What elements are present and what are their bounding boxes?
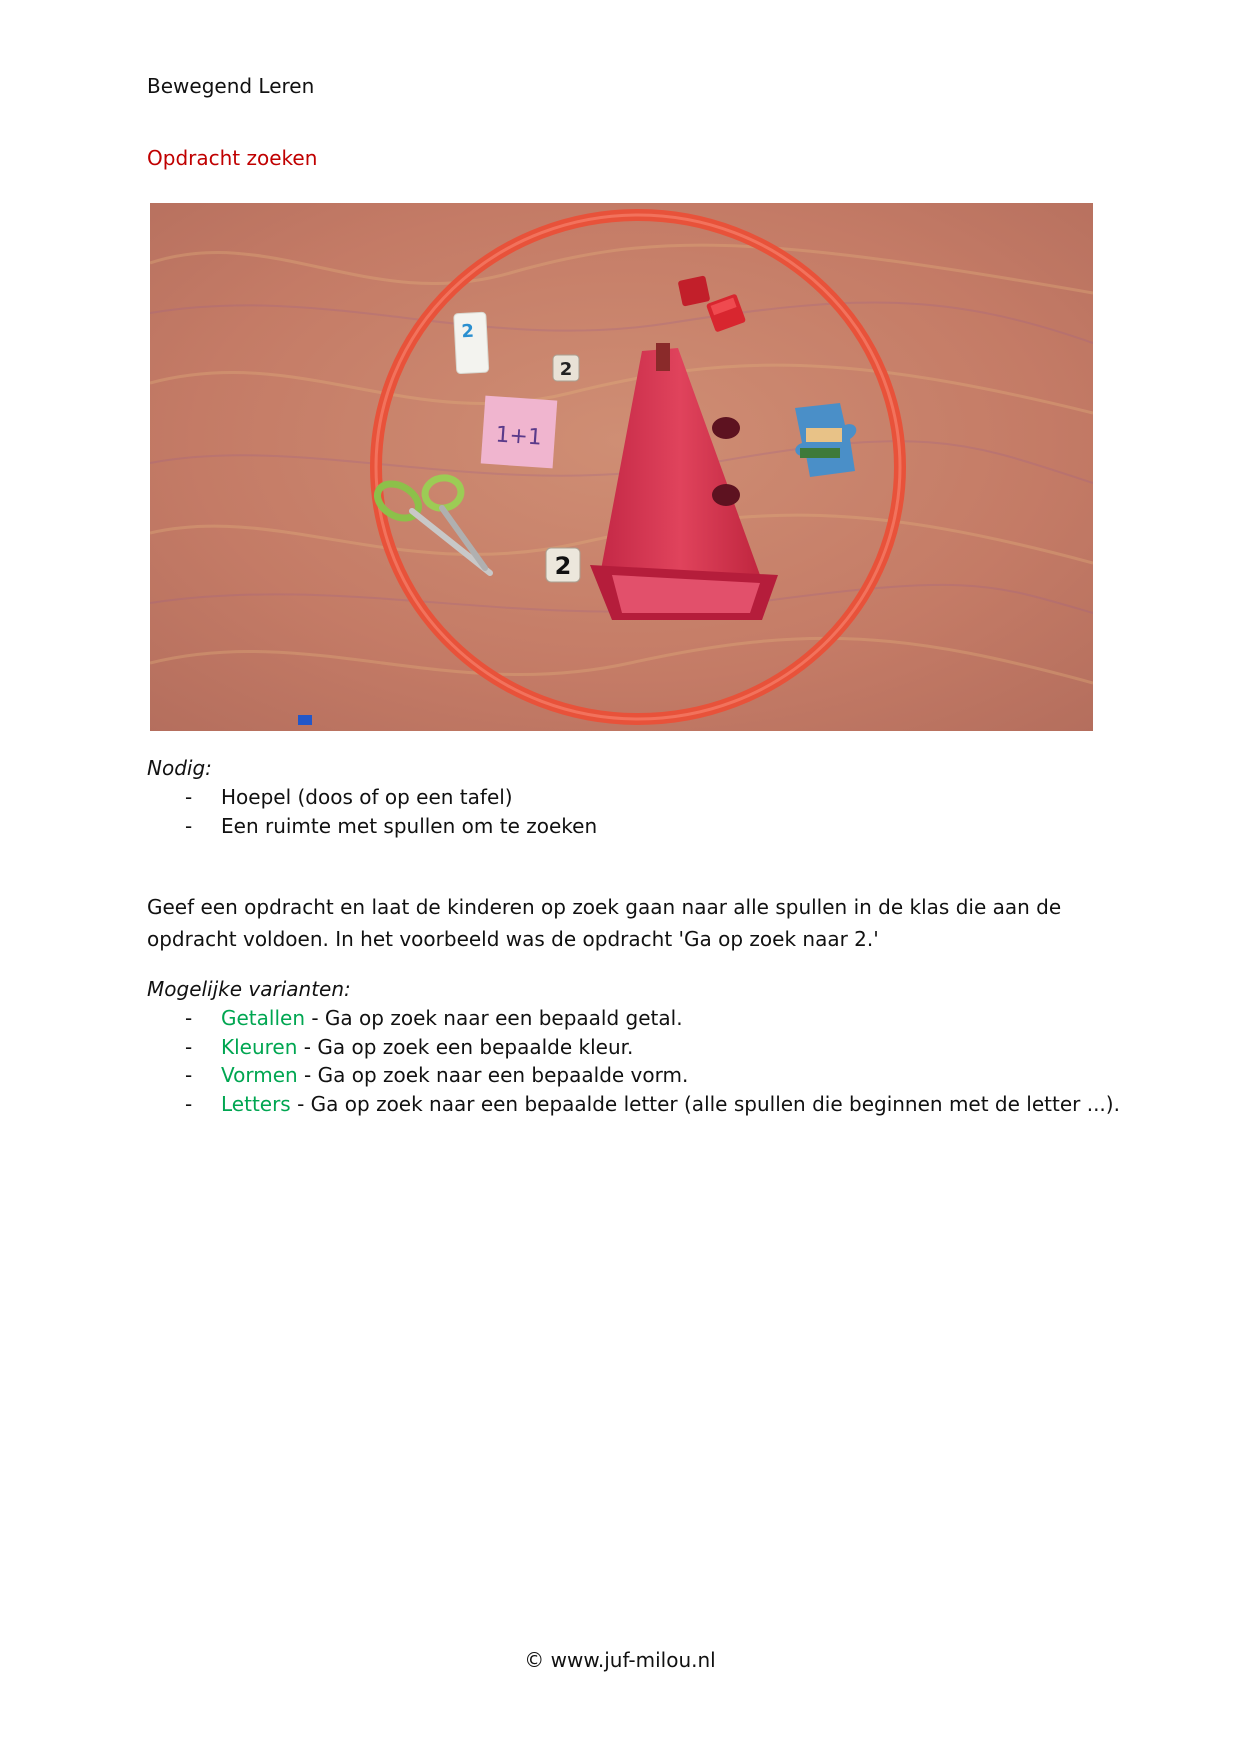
- needs-item-text: Een ruimte met spullen om te zoeken: [221, 813, 598, 838]
- die-bottom: [546, 548, 580, 582]
- variants-label: Mogelijke varianten:: [147, 977, 351, 1001]
- die-bottom-number: 2: [554, 552, 572, 580]
- variant-text: - Ga op zoek naar een bepaalde letter (alle spullen die beginnen met de letter ...).: [290, 1091, 1120, 1116]
- die-top-number: 2: [559, 359, 573, 380]
- blue-object: [298, 715, 312, 725]
- variant-text: - Ga op zoek naar een bepaalde vorm.: [297, 1063, 689, 1087]
- card-number: 2: [460, 320, 475, 343]
- variant-text: - Ga op zoek een bepaalde kleur.: [297, 1034, 634, 1059]
- description-paragraph: Geef een opdracht en laat de kinderen op zoek gaan naar alle spullen in de klas die aan de opdracht voldoen. In het voorbeeld was de opdracht 'Ga op zoek naar 2.': [147, 895, 1062, 951]
- variant-text: - Ga op zoek naar een bepaald getal.: [305, 1006, 683, 1030]
- page-footer: © www.juf-milou.nl: [524, 1648, 716, 1672]
- number-card: [454, 312, 489, 374]
- variant-term: Vormen: [221, 1063, 298, 1087]
- sum-card-text: 1+1: [494, 422, 543, 451]
- activity-photo: [150, 203, 1093, 731]
- needs-list: [147, 783, 597, 840]
- variant-term: Getallen: [221, 1006, 305, 1030]
- needs-label: Nodig:: [147, 756, 212, 780]
- page-header: Bewegend Leren: [147, 74, 315, 98]
- needs-item-text: Hoepel (doos of op een tafel): [221, 785, 513, 809]
- die-top: [553, 355, 579, 381]
- list-item: - Een ruimte met spullen om te zoeken: [185, 813, 598, 838]
- page-title: Opdracht zoeken: [147, 146, 318, 170]
- variant-term: Kleuren: [221, 1034, 298, 1059]
- list-item: - Kleuren - Ga op zoek een bepaalde kleur.: [185, 1034, 634, 1059]
- sum-card: [481, 396, 558, 469]
- list-item: - Hoepel (doos of op een tafel): [185, 785, 513, 809]
- list-item: - Getallen - Ga op zoek naar een bepaald getal.: [185, 1006, 683, 1030]
- variant-term: Letters: [221, 1091, 291, 1116]
- list-item: - Letters - Ga op zoek naar een bepaalde letter (alle spullen die beginnen met de letter ...).: [185, 1091, 1120, 1116]
- variants-list: [147, 1004, 1120, 1118]
- list-item: - Vormen - Ga op zoek naar een bepaalde vorm.: [185, 1063, 689, 1087]
